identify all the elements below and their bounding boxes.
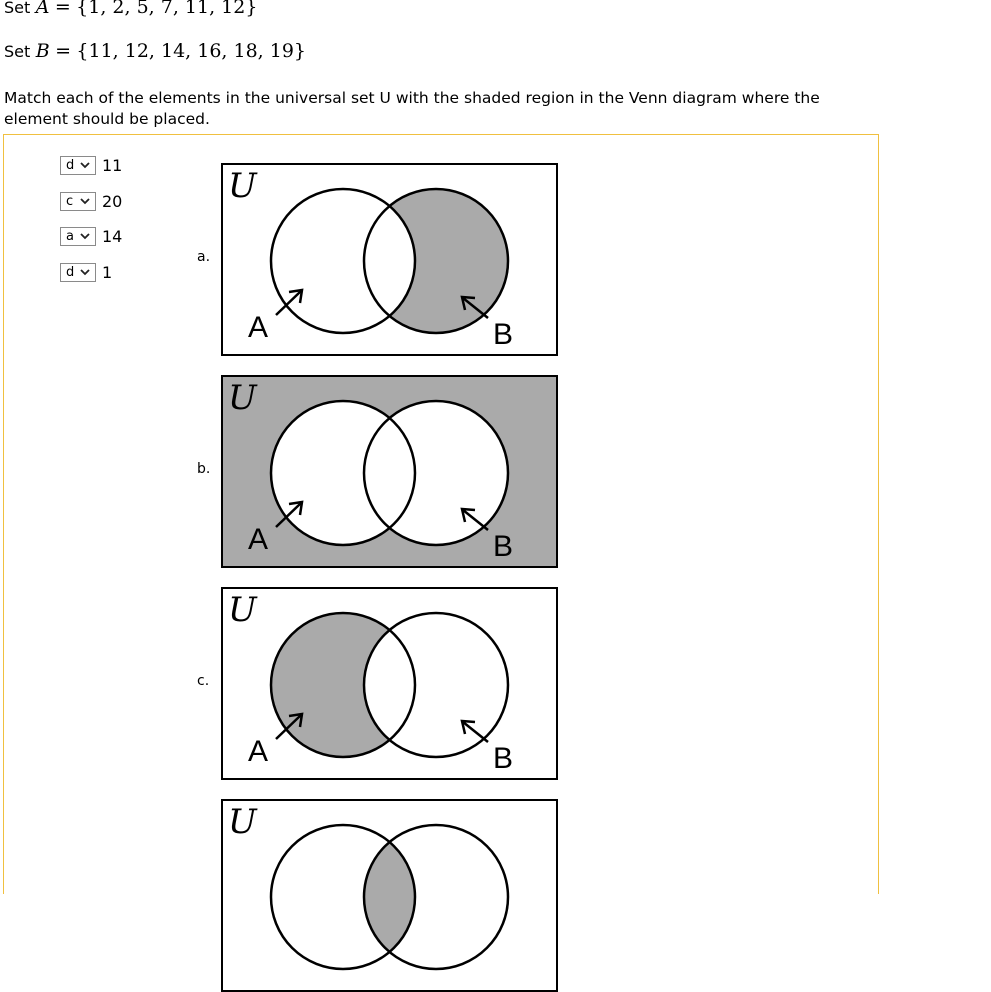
venn-diagram-a (221, 163, 558, 356)
match-row-4 (60, 261, 112, 283)
match-row-3 (60, 225, 122, 247)
region-select-value: a (66, 228, 74, 244)
element-label: 14 (102, 226, 123, 246)
match-row-2 (60, 190, 122, 212)
set-a-label: A (248, 523, 269, 556)
set-a-name: A (35, 0, 50, 18)
region-select-1[interactable] (60, 156, 96, 175)
region-select-2[interactable] (60, 192, 96, 211)
element-label: 11 (102, 155, 123, 175)
set-a-elements: {1, 2, 5, 7, 11, 12} (76, 0, 258, 18)
set-b-label: B (493, 530, 514, 563)
region-select-4[interactable] (60, 263, 96, 282)
set-a-label: A (248, 311, 269, 344)
set-a-definition (4, 0, 257, 18)
set-a-label: A (248, 735, 269, 768)
option-label-b: b. (197, 461, 211, 477)
option-label-c: c. (197, 673, 210, 689)
universe-label: U (228, 590, 257, 630)
element-label: 20 (102, 191, 123, 211)
region-select-value: d (66, 157, 75, 173)
venn-diagram-d (221, 799, 558, 992)
region-select-3[interactable] (60, 227, 96, 246)
set-a-prefix: Set (4, 0, 31, 17)
universe-label: U (228, 802, 257, 842)
set-b-equals: = (55, 40, 71, 62)
set-b-name: B (35, 40, 50, 62)
chevron-down-icon (79, 266, 91, 278)
set-a-equals: = (54, 0, 71, 18)
option-label-a: a. (197, 249, 211, 265)
set-b-prefix: Set (4, 42, 31, 61)
chevron-down-icon (79, 159, 91, 171)
chevron-down-icon (79, 230, 91, 242)
match-row-1 (60, 154, 122, 176)
region-select-value: c (66, 193, 74, 209)
set-b-elements: {11, 12, 14, 16, 18, 19} (76, 40, 307, 62)
chevron-down-icon (79, 195, 91, 207)
element-label: 1 (102, 262, 113, 282)
universe-label: U (228, 378, 257, 418)
venn-diagram-b (221, 375, 558, 568)
set-b-label: B (493, 318, 514, 351)
venn-diagram-c (221, 587, 558, 780)
set-b-definition (4, 40, 306, 62)
set-b-label: B (493, 742, 514, 775)
universe-label: U (228, 166, 257, 206)
region-select-value: d (66, 264, 75, 280)
instruction-text: Match each of the elements in the universal set U with the shaded region in the Venn diagram where the element should be placed. (4, 89, 820, 128)
